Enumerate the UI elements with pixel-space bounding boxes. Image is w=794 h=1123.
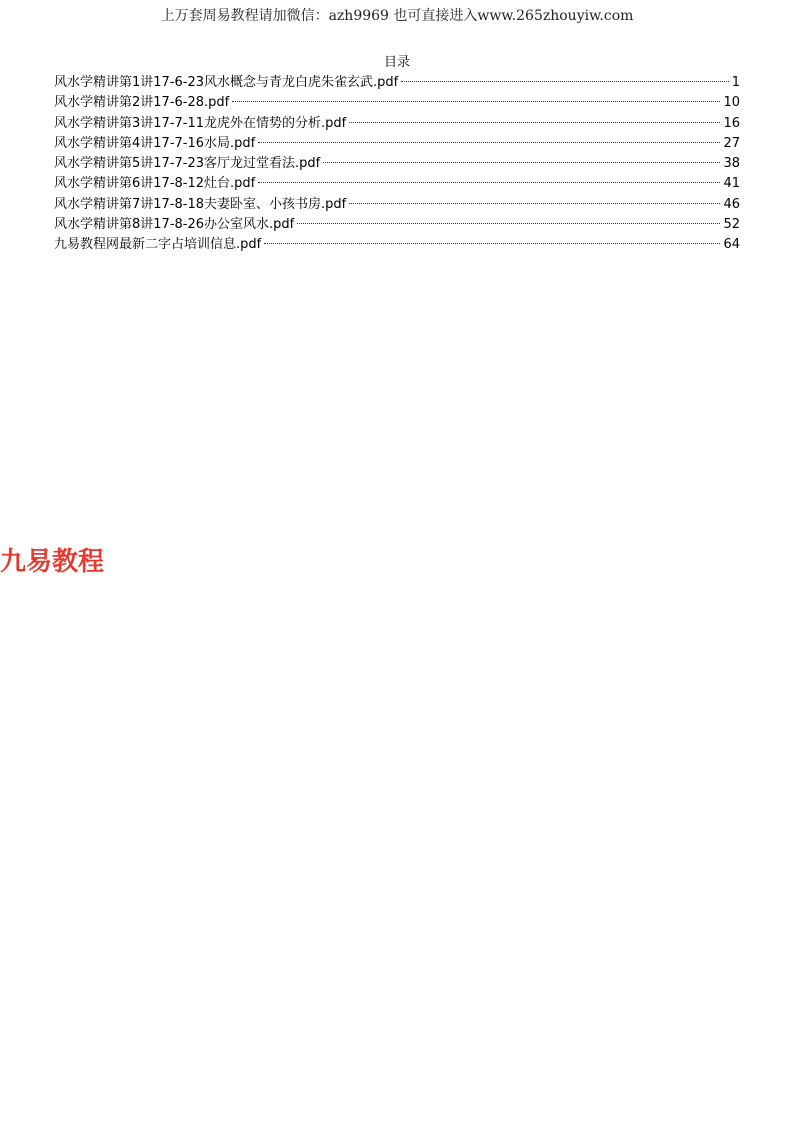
toc-dot-leader <box>264 243 720 244</box>
toc-dot-leader <box>349 203 720 204</box>
toc-entry[interactable] <box>54 174 740 194</box>
toc-entry-title[interactable]: 风水学精讲第5讲17-7-23客厅龙过堂看法.pdf <box>54 156 321 172</box>
toc-entry-title[interactable]: 风水学精讲第3讲17-7-11龙虎外在情势的分析.pdf <box>54 115 347 131</box>
toc-entry-title[interactable]: 风水学精讲第1讲17-6-23风水概念与青龙白虎朱雀玄武.pdf <box>54 75 399 90</box>
toc-list <box>54 73 740 256</box>
toc-entry-page[interactable]: 41 <box>723 176 740 192</box>
toc-entry-page[interactable]: 27 <box>723 135 740 151</box>
toc-entry[interactable] <box>54 93 740 113</box>
toc-dot-leader <box>258 182 720 183</box>
toc-entry-title[interactable]: 九易教程网最新二字占培训信息.pdf <box>54 237 262 253</box>
toc-entry-page[interactable]: 16 <box>723 115 740 131</box>
toc-entry-page[interactable]: 46 <box>723 196 740 212</box>
toc-dot-leader <box>349 122 720 123</box>
toc-entry-title[interactable]: 风水学精讲第4讲17-7-16水局.pdf <box>54 135 256 151</box>
toc-dot-leader <box>258 142 720 143</box>
toc-entry-page[interactable]: 1 <box>731 75 740 90</box>
toc-dot-leader <box>297 223 720 224</box>
toc-entry[interactable] <box>54 235 740 255</box>
toc-entry-page[interactable]: 52 <box>723 217 740 233</box>
toc-entry-title[interactable]: 风水学精讲第2讲17-6-28.pdf <box>54 95 230 111</box>
header-banner: 上万套周易教程请加微信：azh9969 也可直接进入www.265zhouyiw.com <box>160 8 634 24</box>
watermark-logo-text: 九易教程 <box>0 547 105 577</box>
toc-entry-page[interactable]: 10 <box>723 95 740 111</box>
toc-title: 目录 <box>383 55 410 70</box>
toc-dot-leader <box>232 101 720 102</box>
toc-entry-title[interactable]: 风水学精讲第6讲17-8-12灶台.pdf <box>54 176 256 192</box>
toc-entry[interactable] <box>54 154 740 174</box>
toc-entry[interactable] <box>54 114 740 134</box>
toc-dot-leader <box>323 162 720 163</box>
toc-entry-title[interactable]: 风水学精讲第8讲17-8-26办公室风水.pdf <box>54 217 295 233</box>
toc-dot-leader <box>401 81 728 82</box>
toc-entry[interactable] <box>54 195 740 215</box>
toc-entry-page[interactable]: 38 <box>723 156 740 172</box>
toc-entry[interactable] <box>54 73 740 93</box>
toc-entry-title[interactable]: 风水学精讲第7讲17-8-18夫妻卧室、小孩书房.pdf <box>54 196 347 212</box>
toc-entry[interactable] <box>54 134 740 154</box>
toc-entry-page[interactable]: 64 <box>723 237 740 253</box>
toc-entry[interactable] <box>54 215 740 235</box>
